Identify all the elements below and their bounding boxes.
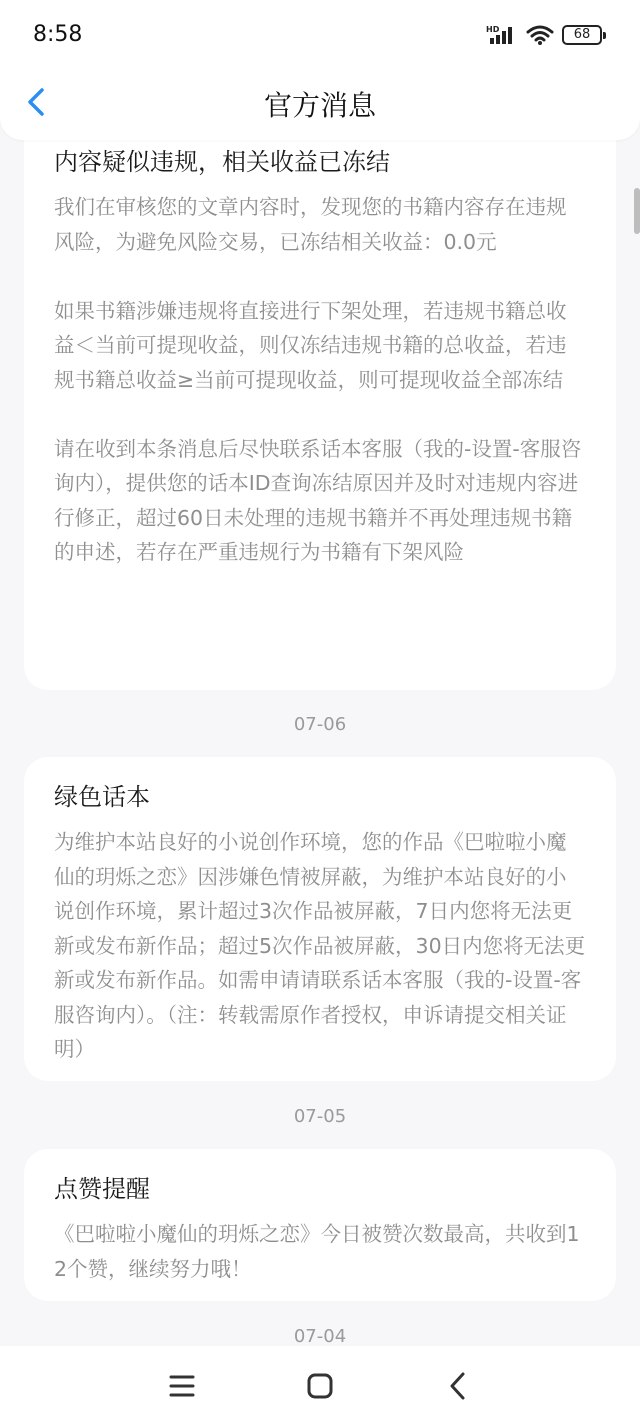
home-square-icon[interactable]: [300, 1366, 340, 1406]
message-title: 点赞提醒: [54, 1175, 150, 1203]
nav-back-icon[interactable]: [438, 1366, 478, 1406]
message-title: 内容疑似违规，相关收益已冻结: [54, 148, 390, 176]
system-nav-bar: [0, 1346, 640, 1422]
wifi-icon: [526, 24, 554, 46]
message-title: 绿色话本: [54, 783, 150, 811]
cellular-signal-icon: [486, 24, 518, 46]
message-card[interactable]: [24, 1149, 616, 1301]
battery-indicator: 68: [562, 25, 602, 45]
scrollbar[interactable]: [634, 188, 640, 234]
status-icons: [486, 24, 602, 46]
menu-icon[interactable]: [162, 1366, 202, 1406]
message-body: 为维护本站良好的小说创作环境，您的作品《巴啦啦小魔仙的玥烁之恋》因涉嫌色情被屏蔽，为维护本站良好的小说创作环境，累计超过3次作品被屏蔽，7日内您将无法更新或发布新作品；超过5次作品被屏蔽，30日内您将无法更新或发布新作品。如需申请请联系话本客服（我的-设置-客服咨询内）。（注：转载需原作者授权，申诉请提交相关证明）: [54, 830, 586, 1061]
message-card[interactable]: [24, 140, 616, 690]
message-date: 07-05: [293, 1106, 347, 1127]
status-time: 8:58: [33, 22, 83, 47]
message-date: 07-04: [293, 1326, 347, 1346]
message-date: 07-06: [293, 714, 347, 735]
network-type-label: HD: [486, 25, 500, 34]
message-body: 我们在审核您的文章内容时，发现您的书籍内容存在违规风险，为避免风险交易，已冻结相关收益：0.0元 如果书籍涉嫌违规将直接进行下架处理，若违规书籍总收益＜当前可提现收益，则仅冻结违规书籍的总收益，若违规书籍总收益≥当前可提现收益，则可提现收益全部冻结 请在收到本条消息后尽快联系话本客服（我的-设置-客服咨询内），提供您的话本ID查询冻结原因并及时对违规内容进行修正，超过60日未处理的违规书籍并不再处理违规书籍的申述，若存在严重违规行为书籍有下架风险: [54, 195, 582, 564]
header: [0, 64, 640, 140]
message-card[interactable]: [24, 757, 616, 1081]
message-list[interactable]: [0, 140, 640, 1346]
message-body: 《巴啦啦小魔仙的玥烁之恋》今日被赞次数最高，共收到12个赞，继续努力哦！: [54, 1222, 580, 1281]
page-title: 官方消息: [263, 89, 376, 122]
status-bar: [0, 0, 640, 72]
